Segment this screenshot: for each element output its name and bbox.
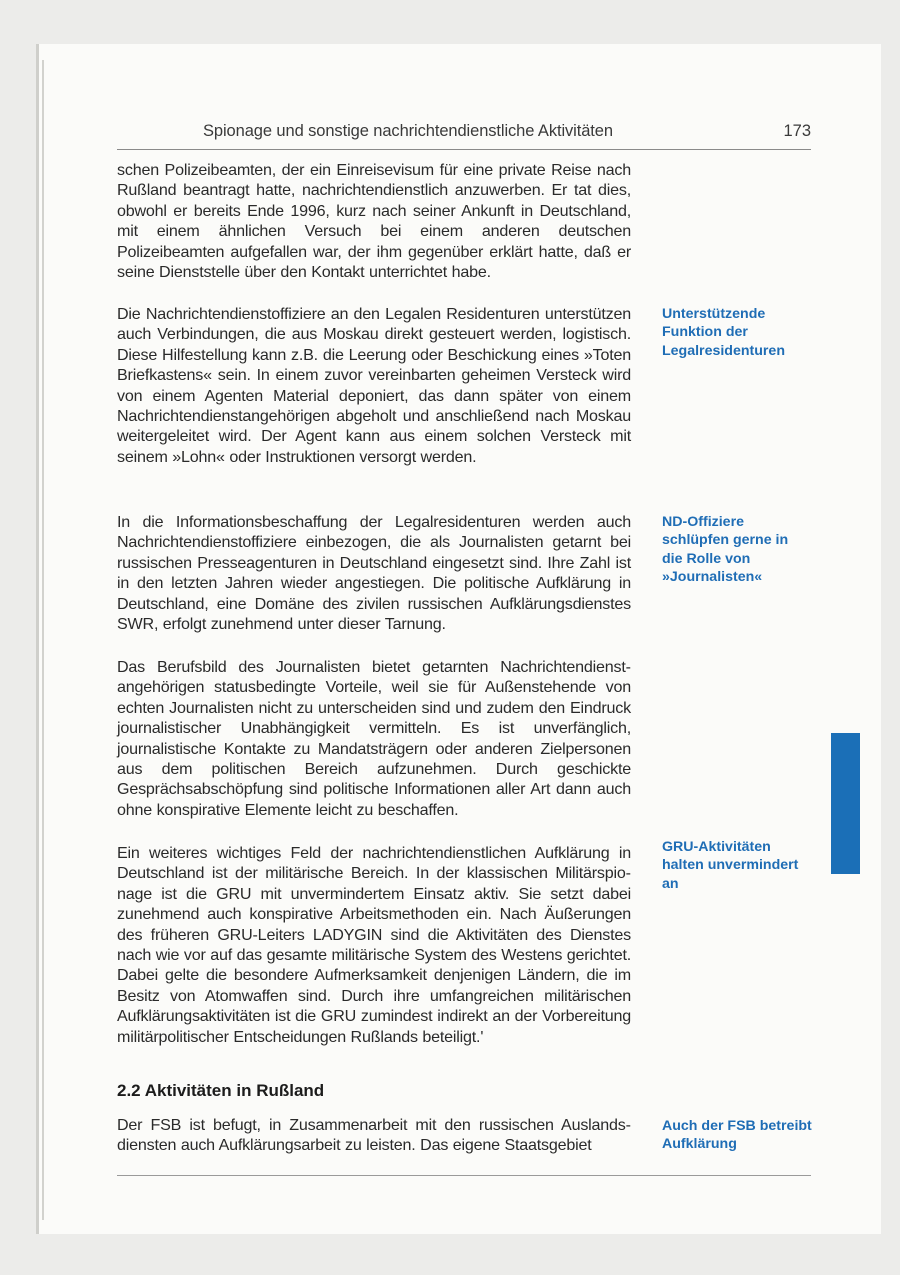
page-number: 173 [783, 122, 811, 140]
paragraph-6: Der FSB ist befugt, in Zusammenarbeit mit den russischen Auslandsdiensten auch Aufklärungsarbeit zu leisten. Das eigene Staatsgebiet [117, 1116, 631, 1155]
margin-note-4: Auch der FSB betreibt Aufklärung [662, 1118, 812, 1153]
footer-rule [117, 1175, 811, 1176]
paragraph-3: In die Informationsbeschaffung der Legalresidenturen werden auch Nachrichtendienstoffiziere einbezogen, die als Journalisten getarnt bei russischen Presseagenturen in Deutschland eingesetzt sind. Ihre Zahl ist in den letzten Jahren wieder angestiegen. Die politische Aufklärung in Deutschland, eine Domäne des zivilen russischen Aufklärungsdienstes SWR, erfolgt zunehmend unter dieser Tarnung. [117, 513, 631, 634]
header-title: Spionage und sonstige nachrichtendienstliche Aktivitäten [203, 122, 613, 140]
paragraph-4: Das Berufsbild des Journalisten bietet getarnten Nachrichtendienstangehörigen statusbedingte Vorteile, weil sie für Außenstehende von echten Journalisten nicht zu unterscheiden sind und zudem den Eindruck journalistischer Unabhängigkeit vermitteln. Es ist unverfänglich, journalistische Kontakte zu Mandatsträgern oder anderen Zielpersonen aus dem politischen Bereich aufzunehmen. Durch geschickte Gesprächsabschöpfung sind politische Informationen aller Art dann auch ohne konspirative Elemente leicht zu beschaffen. [117, 658, 631, 819]
margin-note-1: Unterstützende Funktion der Legalresidenturen [662, 306, 785, 359]
margin-note-2: ND-Offiziere schlüpfen gerne in die Rolle von »Journalisten« [662, 514, 789, 586]
section-heading: 2.2 Aktivitäten in Rußland [117, 1081, 325, 1100]
margin-note-3: GRU-Aktivitäten halten unvermindert an [662, 839, 799, 892]
paragraph-1: schen Polizeibeamten, der ein Einreisevisum für eine private Reise nach Rußland beantragt hatte, nachrichtendienstlich anzuwerben. Er tat dies, obwohl er bereits Ende 1996, kurz nach seiner Ankunft in Deutschland, mit einem ähnlichen Versuch bei einem anderen deutschen Polizeibeamten aufgefallen war, der ihm gegenüber erklärt hatte, daß er seine Dienststelle über den Kontakt unterrichtet habe. [117, 161, 631, 282]
running-header [117, 122, 811, 146]
paragraph-5: Ein weiteres wichtiges Feld der nachrichtendienstlichen Aufklärung in Deutschland ist der militärische Bereich. In der klassischen Militärspionage ist die GRU mit unvermindertem Einsatz aktiv. Sie setzt dabei zunehmend auch konspirative Arbeitsmethoden ein. Nach Äußerungen des früheren GRU-Leiters LADYGIN sind die Aktivitäten des Dienstes nach wie vor auf das gesamte militärische System des Westens gerichtet. Dabei gelte die besondere Aufmerksamkeit denjenigen Ländern, die im Besitz von Atomwaffen sind. Durch ihre umfangreichen militärischen Aufklärungsaktivitäten ist die GRU zumindest indirekt an der Vorbereitung militärpolitischer Entscheidungen Rußlands beteiligt.' [117, 844, 631, 1046]
scan-edge-line [42, 60, 44, 1220]
header-rule [117, 149, 811, 150]
chapter-tab-marker [831, 733, 860, 874]
paragraph-2: Die Nachrichtendienstoffiziere an den Legalen Residenturen unterstützen auch Verbindungen, die aus Moskau direkt gesteuert werden, logistisch. Diese Hilfestellung kann z.B. die Leerung oder Beschickung eines »Toten Briefkastens« sein. In einem zuvor vereinbarten geheimen Versteck wird von einem Agenten Material deponiert, das dann später von einem Nachrichtendienstangehörigen abgeholt und anschließend nach Moskau weitergeleitet wird. Der Agent kann aus einem solchen Versteck mit seinem »Lohn« oder Instruktionen versorgt werden. [117, 305, 631, 466]
